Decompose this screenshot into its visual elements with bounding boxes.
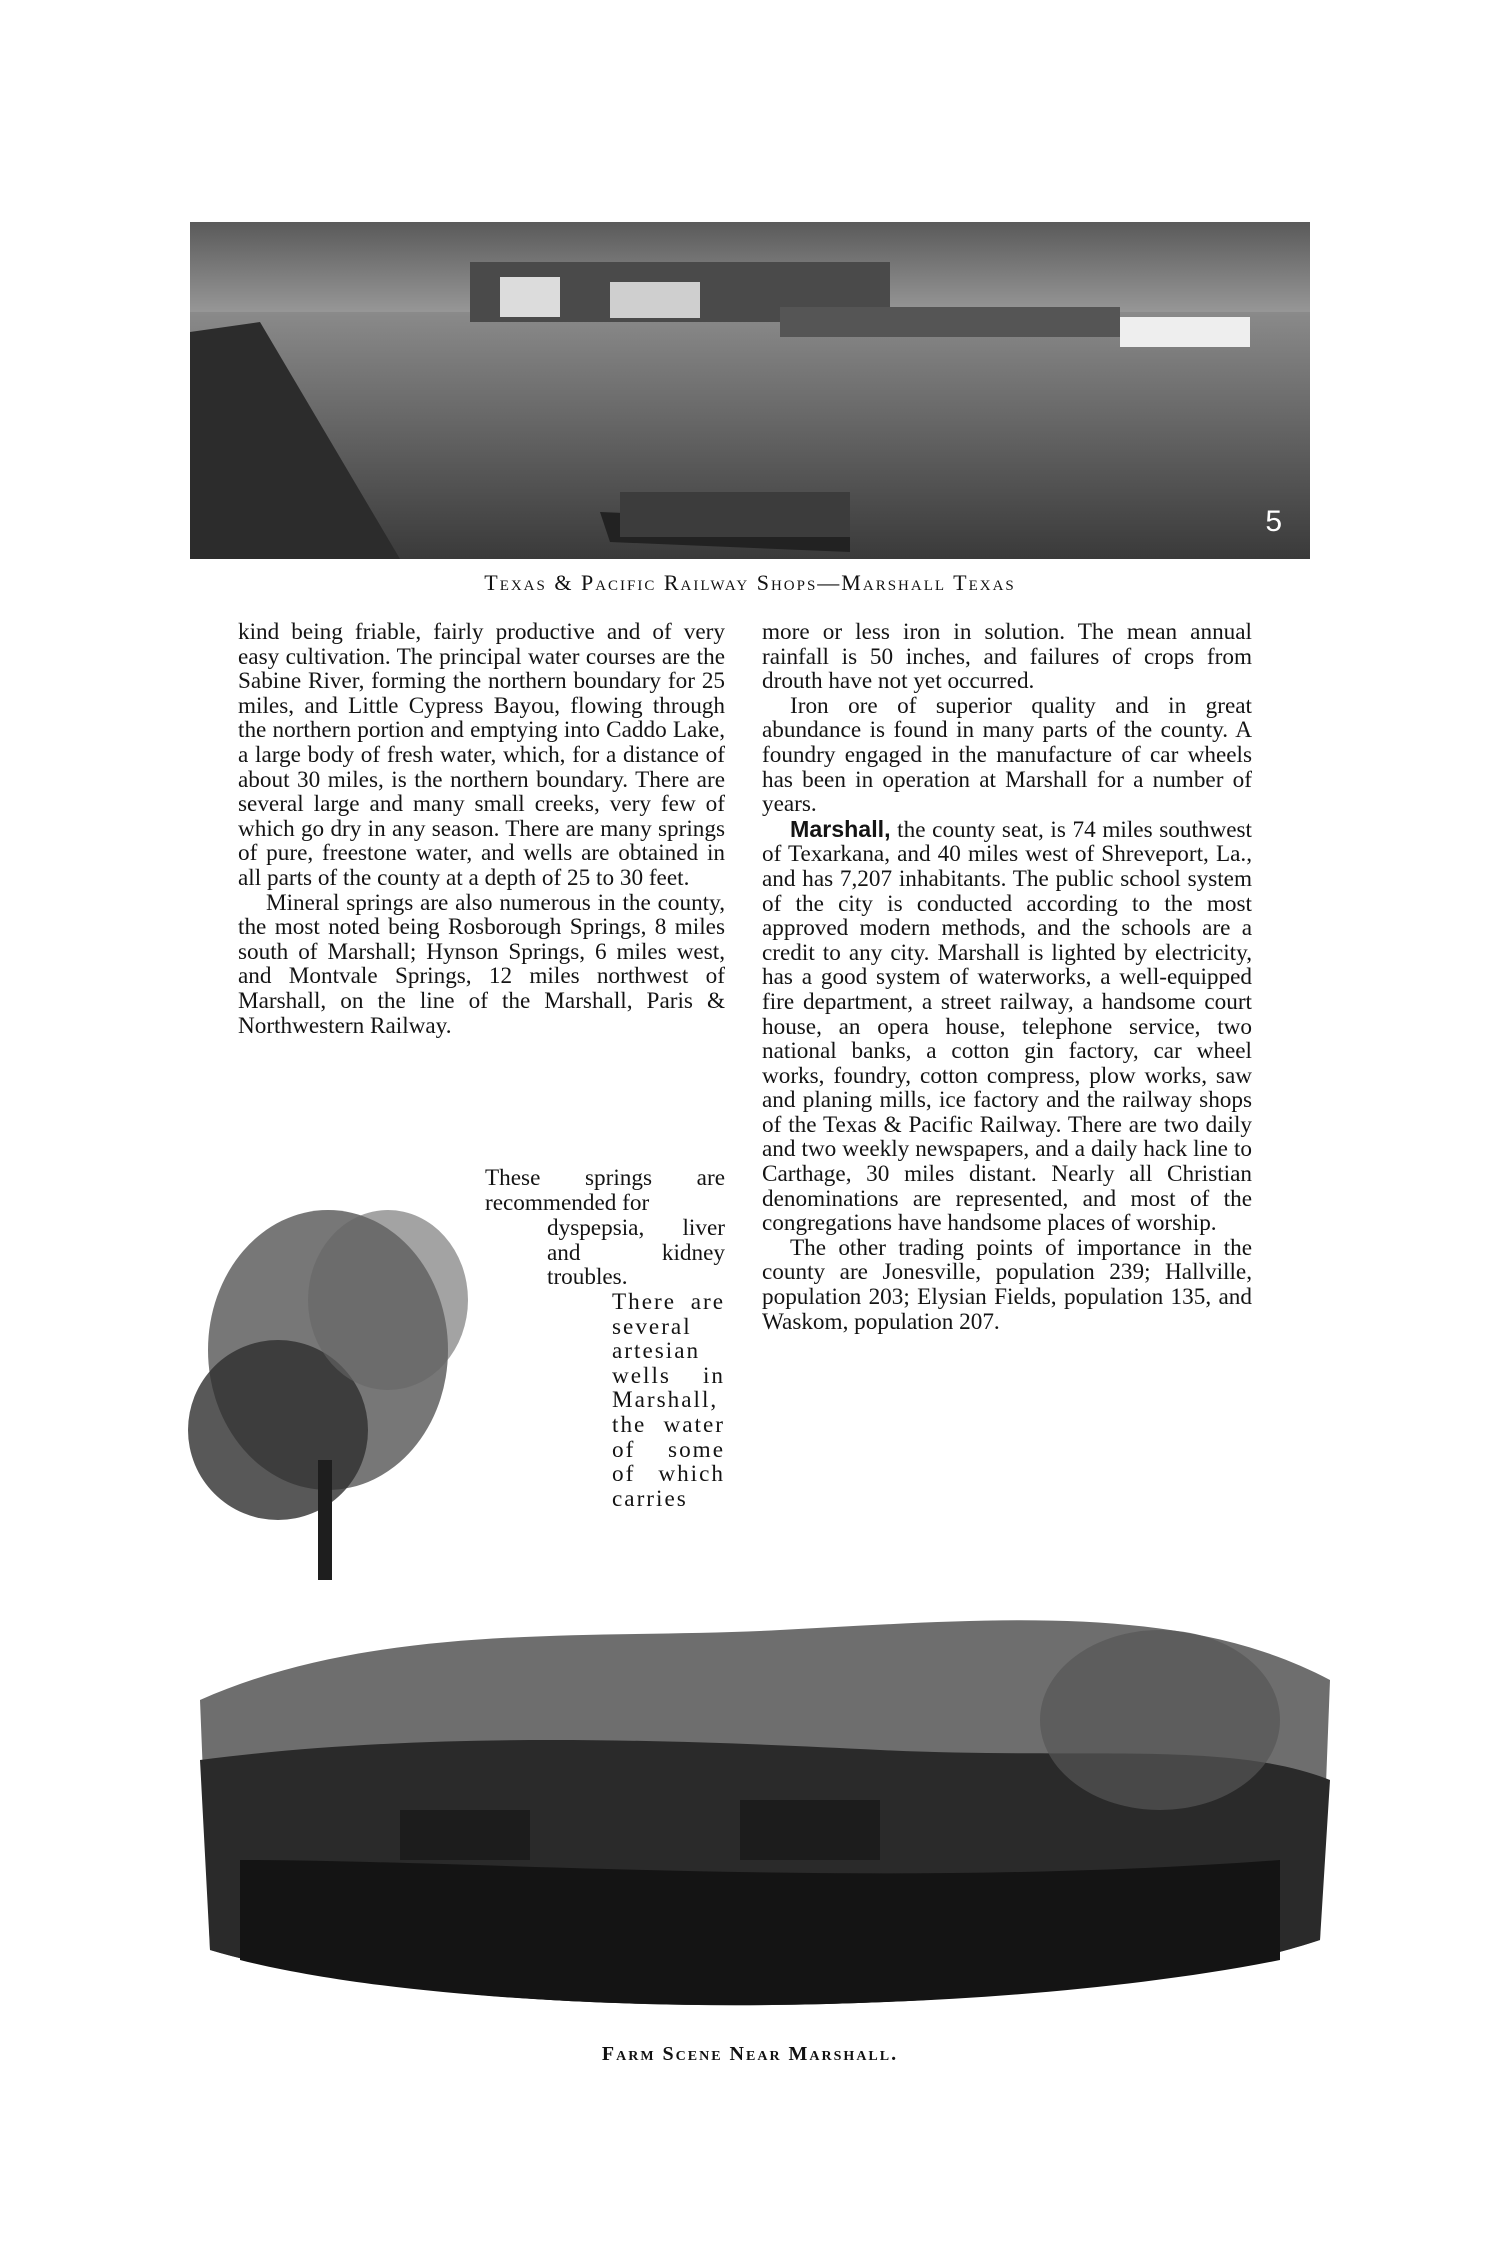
left-column [238,620,725,1038]
marshall-lead: Marshall, [790,815,891,842]
left-paragraph-1: kind being friable, fairly productive and of very easy cultivation. The principal water courses are the Sabine River, forming the northern boundary for 25 miles, and Little Cypress Bayou, flowing through the northern portion and emptying into Caddo Lake, a large body of fresh water, which, for a distance of about 30 miles, is the northern boundary. There are several large and many small creeks, very few of which go dry in any season. There are many springs of pure, freestone water, and wells are obtained in all parts of the county at a depth of 25 to 30 feet. [238,619,725,891]
right-paragraph-4: The other trading points of importance in the county are Jonesville, population 239; Hallville, population 203; Elysian Fields, population 135, and Waskom, population 207. [762,1234,1252,1335]
tree-illustration [168,1180,628,1580]
railway-shops-illustration [190,222,1310,559]
railway-shops-photo [190,222,1310,559]
top-photo-caption: Texas & Pacific Railway Shops—Marshall Texas [484,570,1016,595]
farm-scene-photo [180,1560,1340,2030]
right-paragraph-2: Iron ore of superior quality and in great abundance is found in many parts of the county. A foundry engaged in the manufacture of car wheels has been in operation at Marshall for a number of years. [762,692,1252,818]
right-paragraph-1: more or less iron in solution. The mean annual rainfall is 50 inches, and failures of crops from drouth have not yet occurred. [762,619,1252,695]
right-paragraph-3: the county seat, is 74 miles southwest of Texarkana, and 40 miles west of Shreveport, La., and has 7,207 inhabitants. The public school system of the city is conducted according to the most approved modern methods, and the schools are a credit to any city. Marshall is lighted by electricity, has a good system of waterworks, a well-equipped fire department, a street railway, a handsome court house, an opera house, telephone service, two national banks, a cotton gin factory, car wheel works, foundry, cotton compress, plow works, saw and planing mills, ice factory and the railway shops of the Texas & Pacific Railway. There are two daily and two weekly newspapers, and a daily hack line to Carthage, 30 miles distant. Nearly all Christian denominations are represented, and most of the congregations have handsome places of worship. [762,816,1252,1237]
right-column [762,620,1252,1334]
bottom-photo-caption: Farm Scene Near Marshall. [601,2043,899,2065]
left-narrow-text-2: dyspepsia, liver and kidney troubles. [547,1215,725,1291]
left-narrow-text: These springs are recommended for [485,1165,725,1216]
left-narrow-text-3: There are several artesian wells in Marshall, the water of some of which carries [612,1289,725,1512]
left-paragraph-2: Mineral springs are also numerous in the county, the most noted being Rosborough Springs, 8 miles south of Marshall; Hynson Springs, 6 miles west, and Montvale Springs, 12 miles northwest of Marshall, on the line of the Marshall, Paris & Northwestern Railway. [238,889,725,1039]
plate-number: 5 [1265,505,1282,538]
